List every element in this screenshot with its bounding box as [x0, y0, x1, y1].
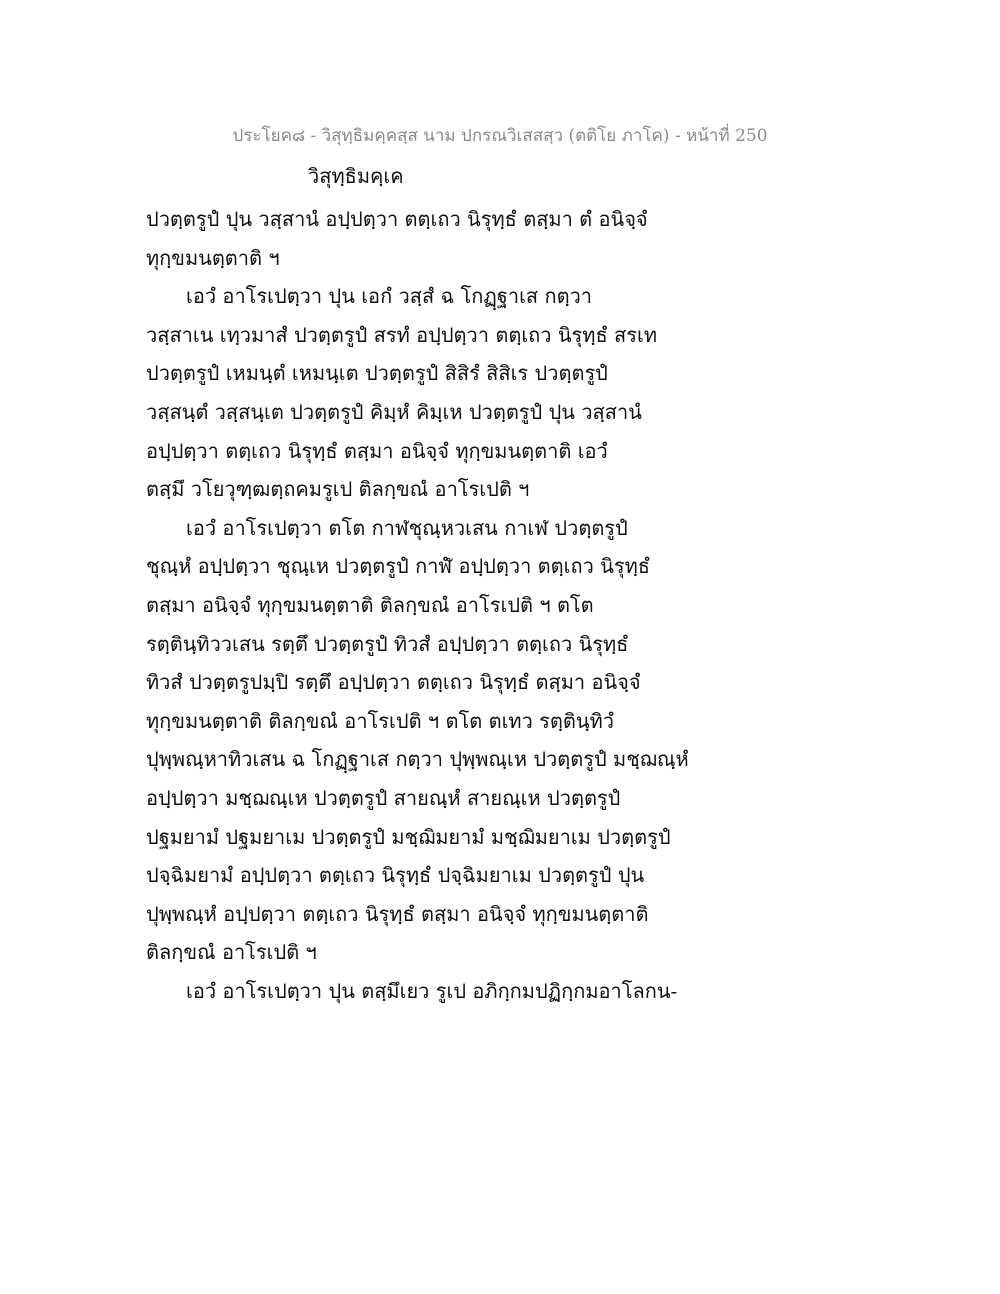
text-line: วสฺสาเน เทฺวมาสํ ปวตฺตรูปํ สรทํ อปฺปตฺวา ตตฺเถว นิรุทฺธํ สรเท	[146, 322, 658, 347]
section-title: วิสุทฺธิมคฺเค	[308, 164, 404, 188]
text-line: ทิวสํ ปวตฺตรูปมฺปิ รตฺตึ อปฺปตฺวา ตตฺเถว นิรุทฺธํ ตสฺมา อนิจฺจํ	[146, 670, 641, 695]
text-line: เอวํ อาโรเปตฺวา ตโต กาฬชุณฺหวเสน กาเฬ ปวตฺตรูปํ	[186, 515, 628, 540]
text-line: ตสฺมา อนิจฺจํ ทุกฺขมนตฺตาติ ติลกฺขณํ อาโรเปติ ฯ ตโต	[146, 592, 594, 617]
text-line: วสฺสนฺตํ วสฺสนฺเต ปวตฺตรูปํ คิมฺหํ คิมฺเห ปวตฺตรูปํ ปุน วสฺสานํ	[146, 399, 642, 424]
text-line: เอวํ อาโรเปตฺวา ปุน เอกํ วสฺสํ ฉ โกฏฺฐาเส กตฺวา	[186, 284, 593, 309]
text-line: ตสฺมึ วโยวุฑฺฒตฺถคมรูเป ติลกฺขณํ อาโรเปติ ฯ	[146, 477, 530, 502]
text-line: ปุพฺพณฺหาทิวเสน ฉ โกฏฺฐาเส กตฺวา ปุพฺพณฺเห ปวตฺตรูปํ มชฺฌณฺหํ	[146, 747, 689, 772]
text-line: ปฐมยามํ ปฐมยาเม ปวตฺตรูปํ มชฺฌิมยามํ มชฺฌิมยาเม ปวตฺตรูปํ	[146, 824, 671, 849]
text-line: ชุณฺหํ อปฺปตฺวา ชุณฺเห ปวตฺตรูปํ กาฬํ อปฺปตฺวา ตตฺเถว นิรุทฺธํ	[146, 554, 650, 579]
text-line: อปฺปตฺวา มชฺฌณฺเห ปวตฺตรูปํ สายณฺหํ สายณฺเห ปวตฺตรูปํ	[146, 785, 621, 810]
text-line: ปวตฺตรูปํ เหมนฺตํ เหมนฺเต ปวตฺตรูปํ สิสิรํ สิสิเร ปวตฺตรูปํ	[146, 361, 608, 386]
running-header: ประโยค๘ - วิสุทฺธิมคฺคสฺส นาม ปกรณวิเสสสฺว (ตติโย ภาโค) - หน้าที่ 250	[232, 126, 768, 146]
text-line: ปวตฺตรูปํ ปุน วสฺสานํ อปฺปตฺวา ตตฺเถว นิรุทฺธํ ตสฺมา ตํ อนิจฺจํ	[146, 207, 648, 231]
text-line: อปฺปตฺวา ตตฺเถว นิรุทฺธํ ตสฺมา อนิจฺจํ ทุกฺขมนตฺตาติ เอวํ	[146, 438, 608, 463]
text-line: ทุกฺขมนตฺตาติ ฯ	[146, 245, 280, 270]
text-line: ติลกฺขณํ อาโรเปติ ฯ	[146, 940, 317, 965]
body-text	[146, 200, 706, 1010]
text-line: ปจฺฉิมยามํ อปฺปตฺวา ตตฺเถว นิรุทฺธํ ปจฺฉิมยาเม ปวตฺตรูปํ ปุน	[146, 863, 645, 888]
text-line: ทุกฺขมนตฺตาติ ติลกฺขณํ อาโรเปติ ฯ ตโต ตเทว รตฺตินฺทิวํ	[146, 708, 614, 733]
text-line: รตฺตินฺทิววเสน รตฺตึ ปวตฺตรูปํ ทิวสํ อปฺปตฺวา ตตฺเถว นิรุทฺธํ	[146, 631, 629, 656]
text-line: เอวํ อาโรเปตฺวา ปุน ตสฺมึเยว รูเป อภิกฺกมปฏิกฺกมอาโลกน-	[186, 978, 678, 1003]
text-line: ปุพฺพณฺหํ อปฺปตฺวา ตตฺเถว นิรุทฺธํ ตสฺมา อนิจฺจํ ทุกฺขมนตฺตาติ	[146, 901, 649, 926]
